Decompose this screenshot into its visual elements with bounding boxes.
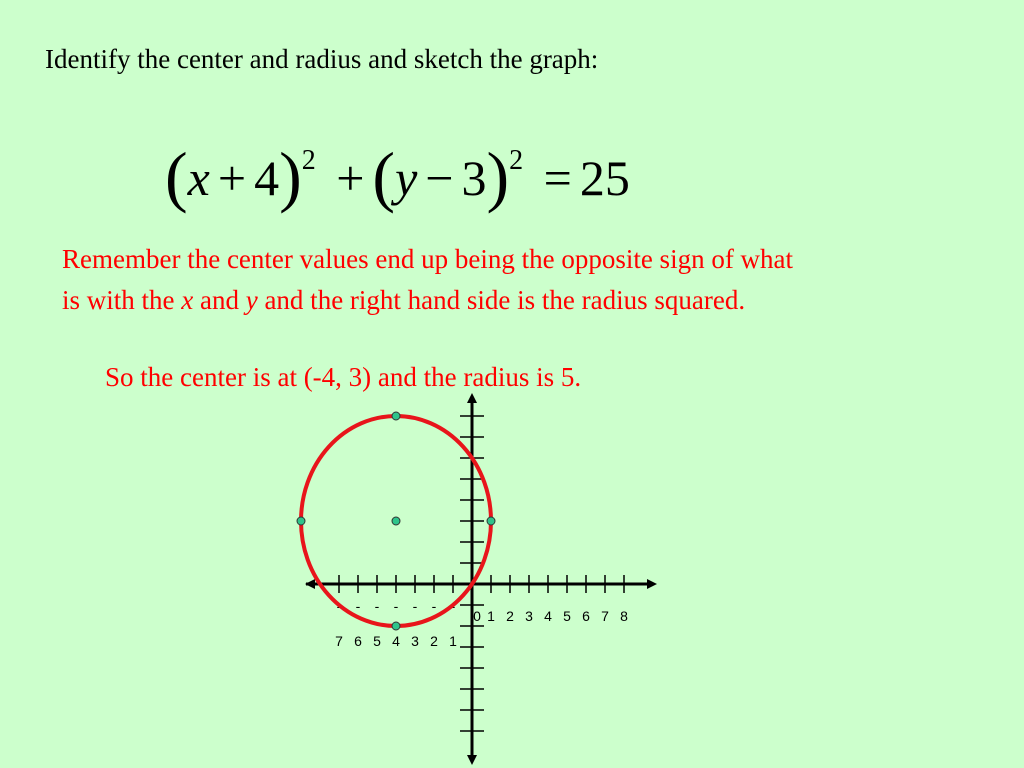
x-tick-label: 2 bbox=[430, 633, 438, 649]
var-y: y bbox=[395, 150, 418, 206]
plus-sign: + bbox=[217, 150, 247, 206]
close-paren-y: ) bbox=[486, 138, 510, 214]
x-tick-label: 6 bbox=[354, 633, 362, 649]
rhs-value: 25 bbox=[579, 150, 630, 206]
plotted-point bbox=[392, 517, 400, 525]
open-paren-y: ( bbox=[372, 138, 396, 214]
x-tick-label: 2 bbox=[506, 608, 514, 624]
plotted-point bbox=[392, 622, 400, 630]
x-tick-label: 4 bbox=[392, 633, 400, 649]
open-paren-x: ( bbox=[165, 138, 188, 214]
close-paren-x: ) bbox=[279, 138, 302, 214]
x-tick-label-sign: - bbox=[431, 598, 437, 614]
x-tick-label: 3 bbox=[525, 608, 533, 624]
exponent-x: 2 bbox=[301, 145, 316, 176]
x-tick-label-sign: - bbox=[450, 598, 456, 614]
x-tick-label-sign: - bbox=[336, 598, 342, 614]
plotted-point bbox=[487, 517, 495, 525]
x-tick-label: 6 bbox=[582, 608, 590, 624]
axis-ticks bbox=[336, 416, 624, 731]
x-tick-label: 1 bbox=[449, 633, 457, 649]
reminder-text-b: and bbox=[193, 285, 246, 315]
x-tick-label-sign: - bbox=[355, 598, 361, 614]
x-tick-label-sign: - bbox=[374, 598, 380, 614]
heading: Identify the center and radius and sketch the graph: bbox=[45, 44, 599, 74]
reminder-line-1: Remember the center values end up being the opposite sign of what bbox=[62, 244, 794, 274]
reminder-var-x: x bbox=[181, 285, 194, 315]
x-tick-label: 0 bbox=[473, 608, 481, 624]
x-tick-label: 3 bbox=[411, 633, 419, 649]
reminder-var-y: y bbox=[245, 285, 258, 315]
reminder-text-a: is with the bbox=[62, 285, 182, 315]
x-tick-label-sign: - bbox=[412, 598, 418, 614]
exponent-y: 2 bbox=[509, 145, 524, 176]
equals-sign: = bbox=[543, 150, 572, 206]
var-x: x bbox=[187, 150, 210, 206]
conclusion-text: So the center is at (-4, 3) and the radius is 5. bbox=[105, 362, 582, 392]
x-tick-label: 8 bbox=[620, 608, 628, 624]
x-tick-label: 5 bbox=[373, 633, 381, 649]
reminder-text-c: and the right hand side is the radius squared. bbox=[257, 285, 746, 315]
const-3: 3 bbox=[461, 150, 487, 206]
x-tick-label: 5 bbox=[563, 608, 571, 624]
x-tick-label: 7 bbox=[335, 633, 343, 649]
plotted-point bbox=[297, 517, 305, 525]
x-tick-label-sign: - bbox=[393, 598, 399, 614]
x-tick-label: 1 bbox=[487, 608, 495, 624]
x-tick-label: 7 bbox=[601, 608, 609, 624]
plus-sign-2: + bbox=[336, 150, 365, 206]
plotted-point bbox=[392, 412, 400, 420]
const-4: 4 bbox=[254, 150, 280, 206]
x-tick-label: 4 bbox=[544, 608, 552, 624]
minus-sign: − bbox=[425, 150, 454, 206]
